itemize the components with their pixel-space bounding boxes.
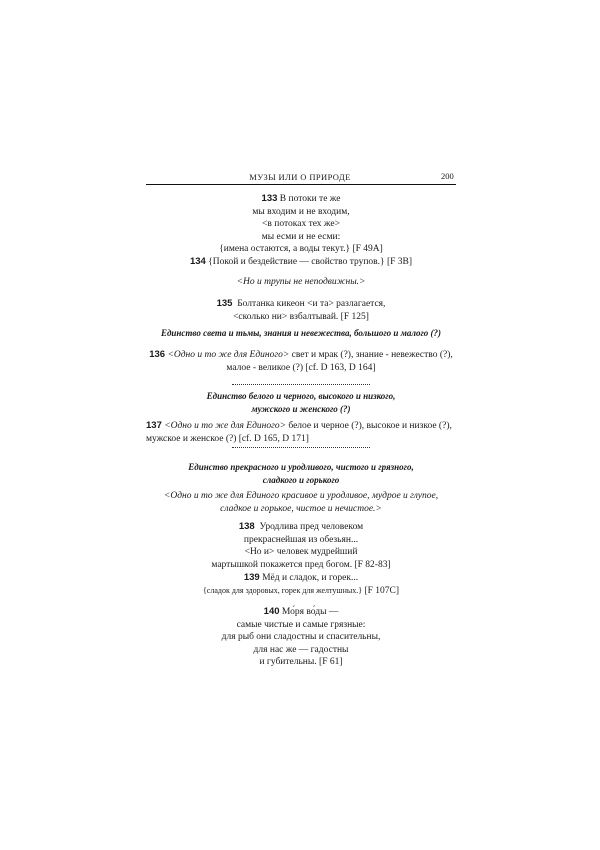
section-heading-light-dark: Единство света и тьмы, знания и невежества, большого и малого (?) (160, 328, 442, 338)
fragment-133-line-1 (146, 193, 456, 206)
section-heading-beautiful-ugly (146, 461, 456, 486)
fragment-140-line-1 (146, 606, 456, 619)
fragment-135-line-1 (146, 298, 456, 311)
fragment-133-line-4: мы есми и не есми: (261, 231, 341, 242)
fragment-138-line-2: прекраснейшая из обезьян... (243, 534, 359, 545)
header-rule (146, 184, 456, 185)
fragment-138 (146, 521, 456, 571)
fragment-140 (146, 606, 456, 669)
fragment-number: 134 (189, 256, 206, 267)
fragment-number: 140 (263, 606, 280, 617)
fragment-number: 139 (243, 572, 260, 583)
fragment-number: 135 (216, 298, 233, 309)
fragment-138-line-4: мартышкой покажется пред богом. [F 82-83] (211, 559, 391, 570)
fragment-text: белое и черное (?), высокое и низкое (?), (286, 421, 452, 431)
fragment-140-line-5: и губительны. [F 61] (259, 657, 343, 667)
fragment-139-line-1 (146, 572, 456, 585)
fragment-gloss: {сладок для здоровых, горек для желтушных.} (202, 585, 363, 595)
dotted-separator (232, 384, 370, 385)
fragment-137-line-1 (146, 420, 456, 433)
page-number: 200 (441, 171, 454, 181)
heading-line: мужского и женского (?) (251, 403, 351, 414)
fragment-text: свет и мрак (?), знание - невежество (?), (289, 350, 453, 360)
fragment-137-line-2: мужское и женское (?) [cf. D 165, D 171] (146, 433, 309, 444)
fragment-137 (146, 420, 456, 445)
section-heading-white-black (146, 390, 456, 415)
heading-line: Единство белого и черного, высокого и низкого, (206, 391, 396, 401)
dotted-separator (232, 447, 370, 448)
fragment-138-line-1 (146, 521, 456, 534)
fragment-140-line-3: для рыб они сладостны и спасительны, (221, 632, 381, 642)
fragment-133-line-2: мы входим и не входим, (252, 206, 350, 217)
fragment-text: Мёд и сладок, и горек... (262, 573, 359, 583)
fragment-136 (146, 349, 456, 374)
fragment-140-line-2: самые чистые и самые грязные: (236, 619, 366, 630)
fragment-139 (146, 572, 456, 597)
fragment-138-line-3: <Но и> человек мудрейший (244, 547, 358, 557)
fragment-134 (146, 256, 456, 269)
fragment-135 (146, 298, 456, 323)
fragment-number: 136 (149, 349, 166, 360)
fragment-italic: <Одно и то же для Единого> (164, 421, 286, 431)
fragment-number: 137 (146, 420, 162, 431)
fragment-text: Мо́ря во́ды — (281, 607, 339, 617)
fragment-text: Болтанка кикеон <и та> разлагается, (237, 299, 386, 309)
fragment-136-line-1 (146, 349, 456, 362)
fragment-reference: [F 107C] (362, 585, 400, 596)
fragment-text: Уродлива пред человеком (259, 522, 364, 532)
running-header-title: МУЗЫ ИЛИ О ПРИРОДЕ (249, 172, 351, 182)
fragment-number: 133 (261, 193, 278, 204)
fragment-133 (146, 193, 456, 256)
note-134: <Но и трупы не неподвижны.> (236, 277, 366, 287)
note-line: <Одно и то же для Единого красивое и уродливое, мудрое и глупое, (163, 491, 439, 501)
fragment-text: В потоки те же (279, 194, 341, 204)
note-line: сладкое и горькое, чистое и нечистое.> (220, 503, 382, 514)
fragment-133-line-5: {имена остаются, а воды текут.} [F 49A] (219, 244, 383, 254)
heading-line: сладкого и горького (262, 474, 340, 485)
fragment-italic: <Одно и то же для Единого> (167, 350, 290, 360)
unity-note (146, 490, 456, 515)
fragment-136-line-2: малое - великое (?) [cf. D 163, D 164] (226, 362, 376, 373)
heading-line: Единство прекрасного и уродливого, чистого и грязного, (188, 462, 414, 472)
fragment-number: 138 (238, 521, 255, 532)
fragment-text: {Покой и бездействие — свойство трупов.} [F 3B] (208, 257, 413, 267)
fragment-140-line-4: для нас же — гадостны (253, 644, 349, 655)
fragment-139-line-2 (146, 585, 456, 598)
fragment-133-line-3: <в потоках тех же> (262, 219, 340, 229)
fragment-135-line-2: <сколько ни> взбалтывай. [F 125] (233, 311, 369, 322)
